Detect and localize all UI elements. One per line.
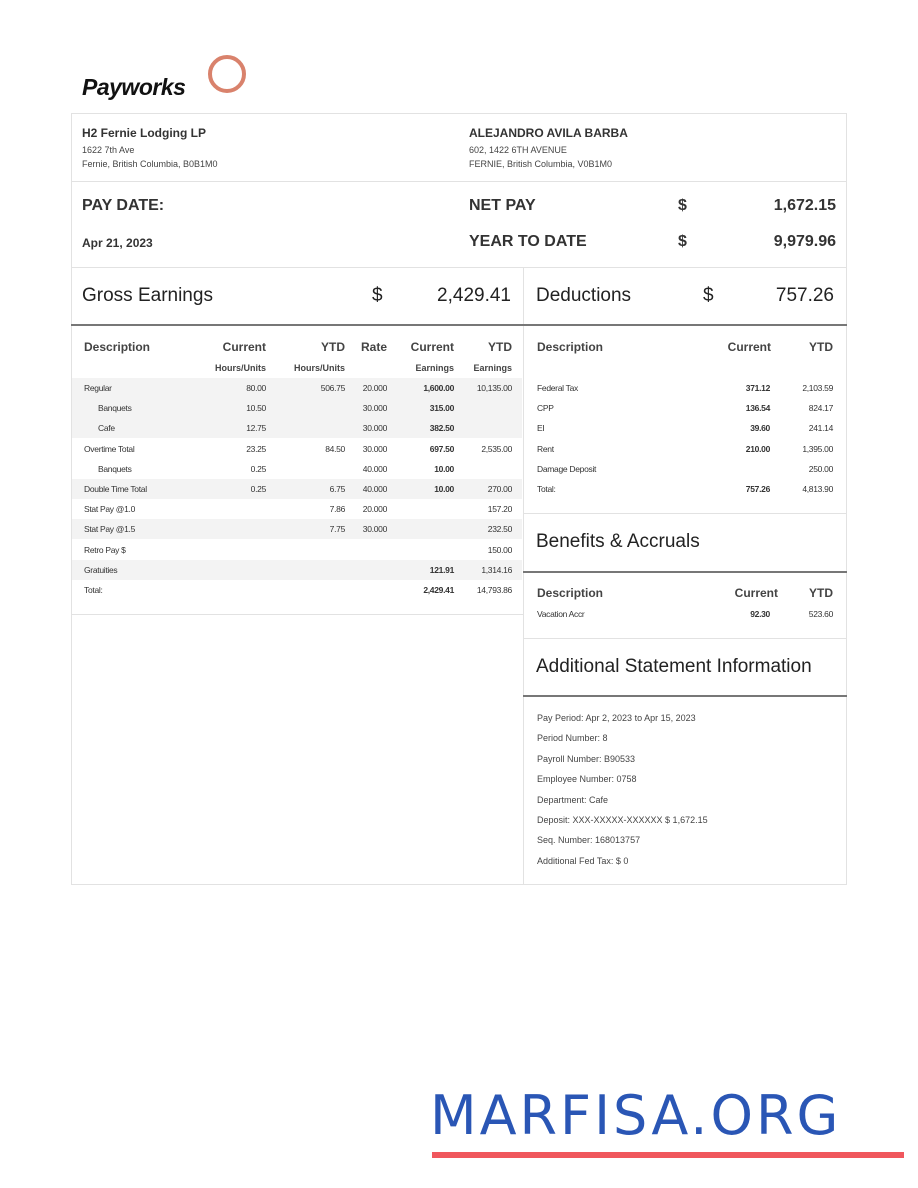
earnings-cell-current-hours: 0.25 [250, 463, 266, 474]
deductions-cell-ytd: 1,395.00 [802, 443, 833, 454]
gross-earnings-title: Gross Earnings [82, 285, 213, 306]
benefits-header-ytd: YTD [809, 586, 833, 600]
earnings-row [72, 439, 522, 459]
ytd-amount: 9,979.96 [773, 233, 836, 250]
employee-address2: FERNIE, British Columbia, V0B1M0 [469, 159, 613, 169]
deductions-cell-ytd: 824.17 [808, 403, 833, 414]
earnings-header-description: Description [84, 340, 151, 354]
earnings-cell-current-earnings: 697.50 [429, 443, 454, 454]
earnings-cell-current-earnings: 1,600.00 [423, 383, 454, 393]
additional-info-item: Period Number: 8 [537, 733, 608, 744]
net-pay-currency: $ [678, 197, 687, 214]
earnings-cell-description: Double Time Total [84, 484, 147, 494]
earnings-cell-current-earnings: 10.00 [434, 463, 454, 474]
earnings-cell-current-hours: 12.75 [246, 423, 266, 434]
earnings-header-ytd-hours: YTD [321, 340, 345, 354]
deductions-cell-ytd: 250.00 [808, 463, 833, 474]
earnings-cell-description: Regular [84, 383, 112, 393]
earnings-cell-ytd-earnings: 270.00 [487, 484, 512, 494]
earnings-cell-ytd-earnings: 232.50 [487, 524, 512, 535]
earnings-row [72, 499, 522, 519]
earnings-cell-current-earnings: 10.00 [434, 484, 454, 494]
deductions-header-description: Description [537, 340, 604, 354]
pay-date: Apr 21, 2023 [82, 236, 153, 250]
deductions-row [524, 439, 846, 459]
deductions-cell-current: 371.12 [745, 383, 770, 393]
earnings-header-rate: Rate [360, 340, 387, 354]
logo-ring-icon [208, 55, 246, 93]
pay-date-label: PAY DATE: [82, 197, 165, 214]
earnings-cell-current-earnings: 2,429.41 [423, 585, 454, 595]
divider [523, 267, 524, 885]
earnings-cell-current-earnings: 121.91 [429, 564, 454, 575]
earnings-row [72, 560, 522, 580]
earnings-cell-description: Cafe [98, 423, 115, 434]
benefits-cell-ytd: 523.60 [808, 609, 833, 619]
benefits-cell-description: Vacation Accr [537, 609, 585, 619]
benefits-header-current: Current [734, 586, 778, 600]
earnings-row [72, 418, 522, 438]
deductions-cell-current: 757.26 [745, 484, 770, 494]
deductions-cell-current: 39.60 [750, 423, 770, 434]
deductions-row [524, 398, 846, 418]
earnings-cell-ytd-earnings: 2,535.00 [481, 443, 512, 454]
benefits-header-description: Description [537, 586, 604, 600]
earnings-row [72, 580, 522, 600]
deductions-title: Deductions [536, 285, 632, 306]
deductions-cell-description: Rent [537, 443, 554, 454]
net-pay-amount: 1,672.15 [773, 197, 836, 214]
deductions-header-current: Current [727, 340, 771, 354]
earnings-cell-rate: 40.000 [362, 484, 387, 494]
payworks-logo: Payworks [82, 74, 186, 100]
deductions-row [524, 479, 846, 499]
earnings-cell-description: Total: [84, 585, 103, 595]
earnings-cell-ytd-earnings: 14,793.86 [476, 585, 512, 595]
earnings-cell-ytd-hours: 7.75 [329, 524, 345, 535]
earnings-cell-current-hours: 0.25 [250, 484, 266, 494]
earnings-cell-description: Stat Pay @1.5 [84, 524, 136, 535]
earnings-row [72, 540, 522, 560]
ytd-label: YEAR TO DATE [469, 233, 587, 250]
earnings-cell-ytd-hours: 506.75 [320, 383, 345, 393]
deductions-cell-ytd: 241.14 [808, 423, 833, 434]
earnings-cell-ytd-earnings: 150.00 [487, 544, 512, 555]
earnings-cell-description: Retro Pay $ [84, 544, 126, 555]
deductions-cell-ytd: 4,813.90 [802, 484, 833, 494]
earnings-header-current-hours: Current [222, 340, 266, 354]
earnings-cell-ytd-hours: 6.75 [329, 484, 345, 494]
additional-info-item: Pay Period: Apr 2, 2023 to Apr 15, 2023 [537, 713, 696, 723]
ytd-currency: $ [678, 233, 687, 250]
net-pay-label: NET PAY [469, 197, 536, 214]
earnings-cell-rate: 30.000 [362, 443, 387, 454]
earnings-cell-description: Gratuities [84, 564, 118, 575]
earnings-cell-ytd-earnings: 10,135.00 [476, 383, 512, 393]
deductions-header-ytd: YTD [809, 340, 833, 354]
additional-info-item: Additional Fed Tax: $ 0 [537, 855, 629, 866]
deductions-cell-description: CPP [537, 403, 554, 414]
deductions-row [524, 459, 846, 479]
section-rule [523, 571, 847, 573]
employer-address1: 1622 7th Ave [82, 145, 135, 155]
earnings-cell-ytd-earnings: 1,314.16 [481, 564, 512, 575]
additional-info-item: Deposit: XXX-XXXXX-XXXXXX $ 1,672.15 [537, 815, 708, 825]
employee-name: ALEJANDRO AVILA BARBA [469, 126, 628, 140]
earnings-cell-current-earnings: 315.00 [429, 403, 454, 414]
earnings-cell-description: Banquets [98, 403, 132, 414]
divider [523, 638, 847, 639]
earnings-cell-ytd-earnings: 157.20 [487, 504, 512, 515]
earnings-cell-rate: 40.000 [362, 463, 387, 474]
earnings-cell-rate: 20.000 [362, 504, 387, 515]
section-rule [523, 324, 847, 326]
divider [523, 513, 847, 514]
deductions-row [524, 378, 846, 398]
marfisa-watermark: MARFISA.ORG [430, 1084, 842, 1147]
earnings-subheader-ytd-earnings: Earnings [473, 363, 512, 373]
earnings-cell-rate: 30.000 [362, 524, 387, 535]
divider [71, 181, 847, 182]
earnings-row [72, 378, 522, 398]
employer-name: H2 Fernie Lodging LP [82, 126, 207, 140]
deductions-cell-description: EI [537, 423, 545, 434]
earnings-header-current-earnings: Current [410, 340, 454, 354]
gross-earnings-currency: $ [372, 285, 383, 306]
earnings-subheader-current-earnings: Earnings [415, 363, 454, 373]
benefits-row [524, 604, 846, 624]
benefits-title: Benefits & Accruals [536, 531, 700, 552]
benefits-cell-current: 92.30 [750, 609, 770, 619]
earnings-cell-current-hours: 10.50 [246, 403, 266, 414]
earnings-cell-rate: 30.000 [362, 403, 387, 414]
earnings-cell-rate: 30.000 [362, 423, 387, 434]
earnings-row [72, 459, 522, 479]
additional-info-item: Seq. Number: 168013757 [537, 835, 641, 846]
additional-info-title: Additional Statement Information [536, 656, 812, 677]
divider [71, 267, 847, 268]
gross-earnings-total: 2,429.41 [437, 285, 511, 306]
additional-info-item: Employee Number: 0758 [537, 774, 637, 785]
divider [71, 614, 523, 615]
deductions-cell-current: 136.54 [745, 403, 770, 414]
earnings-subheader-current-hours: Hours/Units [214, 363, 266, 373]
additional-info-item: Payroll Number: B90533 [537, 753, 636, 764]
earnings-row [72, 519, 522, 539]
deductions-cell-description: Total: [537, 484, 556, 494]
earnings-header-ytd-earnings: YTD [488, 340, 512, 354]
earnings-cell-description: Banquets [98, 463, 132, 474]
deductions-cell-description: Federal Tax [537, 383, 578, 393]
earnings-cell-description: Stat Pay @1.0 [84, 504, 136, 515]
watermark-underline [432, 1152, 904, 1158]
employer-address2: Fernie, British Columbia, B0B1M0 [82, 159, 218, 169]
section-rule [71, 324, 523, 326]
earnings-subheader-ytd-hours: Hours/Units [293, 363, 345, 373]
deductions-cell-description: Damage Deposit [537, 463, 597, 474]
deductions-currency: $ [703, 285, 714, 306]
earnings-cell-current-hours: 80.00 [246, 383, 266, 393]
earnings-cell-current-earnings: 382.50 [429, 423, 454, 434]
earnings-cell-ytd-hours: 7.86 [329, 504, 345, 515]
earnings-cell-description: Overtime Total [84, 443, 135, 454]
additional-info-item: Department: Cafe [537, 794, 609, 805]
earnings-row [72, 479, 522, 499]
deductions-cell-ytd: 2,103.59 [802, 383, 833, 393]
deductions-total: 757.26 [775, 285, 834, 306]
earnings-row [72, 398, 522, 418]
employee-address1: 602, 1422 6TH AVENUE [469, 145, 567, 155]
section-rule [523, 695, 847, 697]
deductions-cell-current: 210.00 [745, 443, 770, 454]
earnings-cell-current-hours: 23.25 [246, 443, 266, 454]
earnings-cell-ytd-hours: 84.50 [325, 443, 345, 454]
earnings-cell-rate: 20.000 [362, 383, 387, 393]
deductions-row [524, 418, 846, 438]
